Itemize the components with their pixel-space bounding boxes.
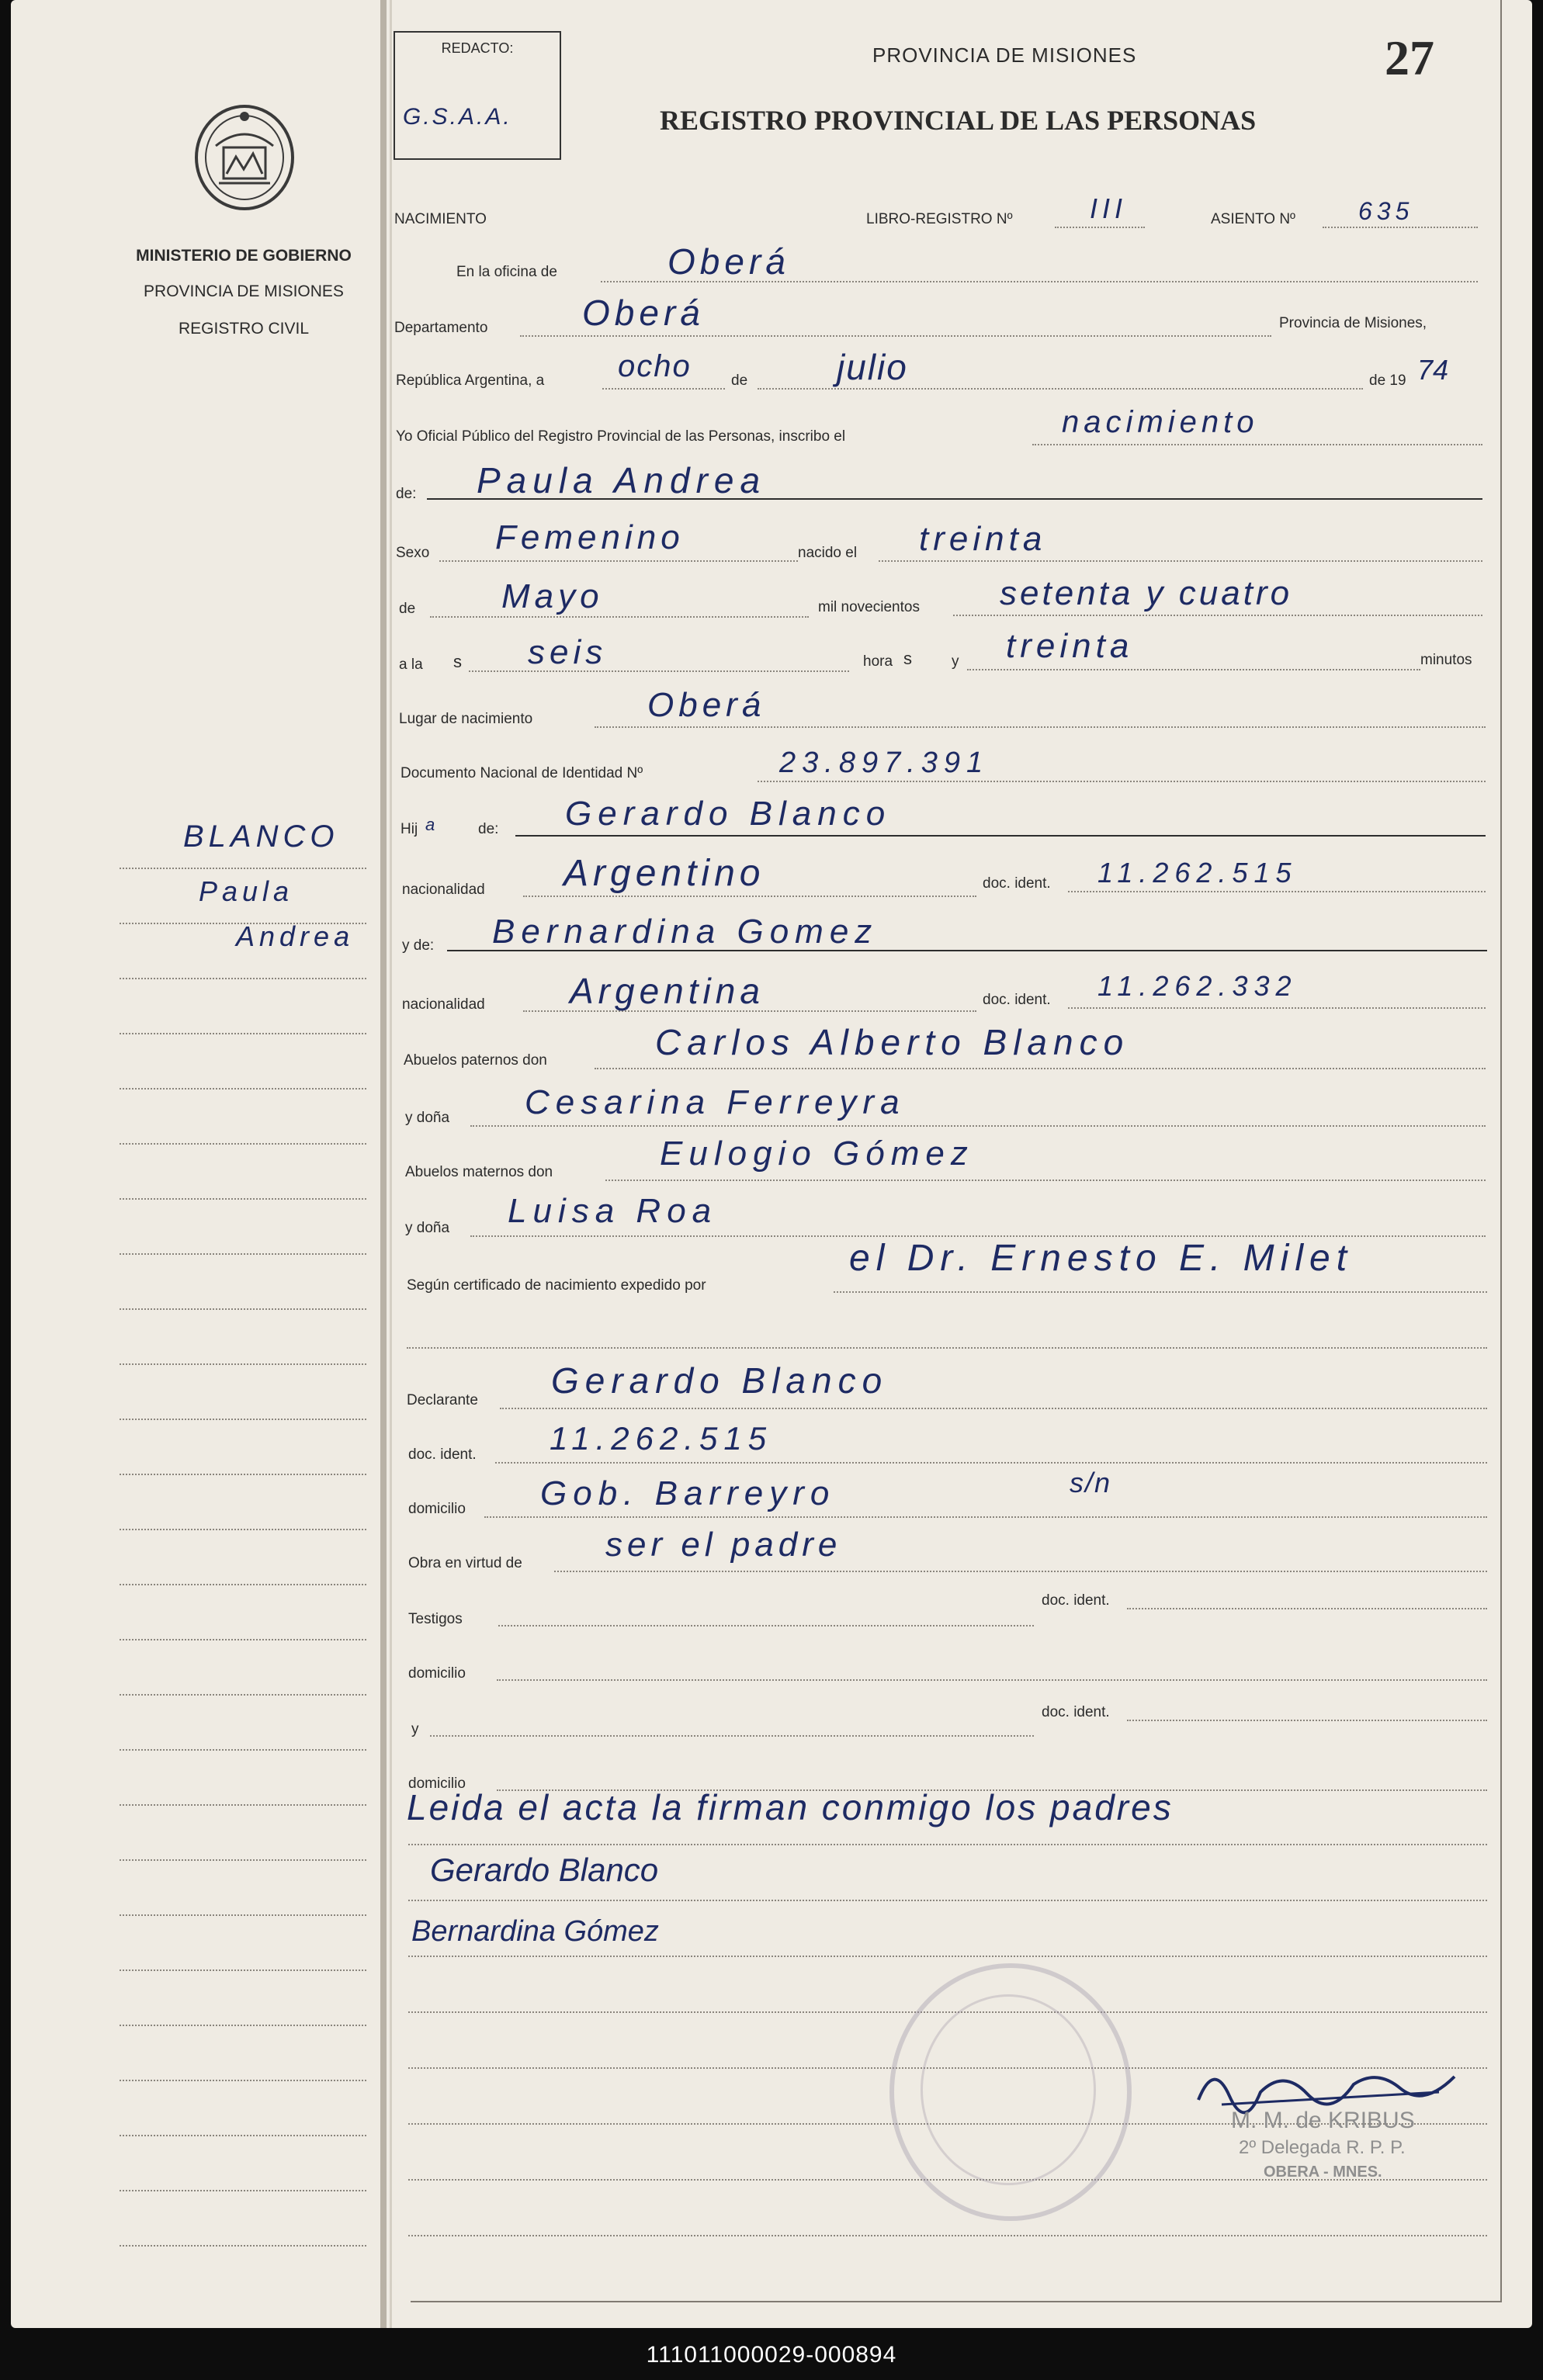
mes-value: julio <box>837 347 908 387</box>
padre-value: Gerardo Blanco <box>565 795 892 833</box>
segun-value: el Dr. Ernesto E. Milet <box>849 1238 1354 1279</box>
testigos-domicilio-label: domicilio <box>408 1665 466 1682</box>
decl-doc-value: 11.262.515 <box>550 1420 773 1457</box>
mes-nac-value: Mayo <box>501 577 604 615</box>
margin-line <box>120 1253 366 1255</box>
margin-line <box>120 1749 366 1751</box>
mil-label: mil novecientos <box>818 599 920 615</box>
nacimiento-label: NACIMIENTO <box>394 211 487 227</box>
nacido-label: nacido el <box>798 545 858 561</box>
segun-label: Según certificado de nacimiento expedido por <box>407 1277 706 1294</box>
left-column <box>11 0 374 2328</box>
form-line <box>408 1900 1487 1901</box>
margin-line <box>120 923 366 924</box>
page-number: 27 <box>1385 30 1434 85</box>
anio-nac-value: setenta y cuatro <box>1000 574 1293 612</box>
domicilio-label: domicilio <box>408 1501 466 1517</box>
stamp-place: OBERA - MNES. <box>1264 2163 1382 2181</box>
header-province: PROVINCIA DE MISIONES <box>872 43 1137 67</box>
margin-line <box>120 1639 366 1640</box>
margin-line <box>120 1584 366 1585</box>
margin-line <box>120 2190 366 2191</box>
margin-line <box>120 1419 366 1420</box>
abuela-pat-value: Cesarina Ferreyra <box>525 1083 906 1121</box>
margin-line <box>120 1033 366 1034</box>
dni-value: 23.897.391 <box>779 747 990 779</box>
decl-doc-label: doc. ident. <box>408 1446 477 1463</box>
madre-doc-value: 11.262.332 <box>1097 970 1298 1002</box>
abuela-mat-label: y doña <box>405 1220 450 1236</box>
civil-registry-label: REGISTRO CIVIL <box>178 320 310 338</box>
departamento-value: Oberá <box>582 293 705 333</box>
declarante-value: Gerardo Blanco <box>551 1360 889 1401</box>
nacido-value: treinta <box>919 520 1047 558</box>
hora-s: s <box>903 649 912 668</box>
margin-line <box>120 1529 366 1530</box>
coat-of-arms-icon <box>188 99 301 216</box>
column-divider-inner <box>390 0 392 2328</box>
provincia-label: Provincia de Misiones, <box>1279 315 1427 331</box>
margin-line <box>120 1914 366 1916</box>
padre-nac-value: Argentino <box>563 853 765 894</box>
father-signature: Gerardo Blanco <box>430 1852 659 1888</box>
official-signature-icon <box>1191 2053 1470 2115</box>
libro-value: III <box>1090 192 1128 224</box>
asiento-label: ASIENTO Nº <box>1211 211 1295 227</box>
y-label: y <box>952 653 959 670</box>
document-sheet <box>11 0 1532 2328</box>
margin-line <box>120 2080 366 2081</box>
margin-line <box>120 2025 366 2026</box>
stamp-name: M. M. de KRIBUS <box>1231 2108 1415 2133</box>
testigo2-doc-label: doc. ident. <box>1042 1704 1110 1720</box>
abuela-pat-label: y doña <box>405 1110 450 1126</box>
testigo2-domicilio-label: domicilio <box>408 1775 466 1792</box>
margin-line <box>120 1804 366 1806</box>
abuelos-mat-label: Abuelos maternos don <box>405 1164 553 1180</box>
republica-label: República Argentina, a <box>396 372 545 389</box>
margin-line <box>120 1363 366 1365</box>
domicilio-value: Gob. Barreyro <box>540 1474 836 1512</box>
margin-note-name2: Andrea <box>236 920 355 952</box>
inscribo-label: Yo Oficial Público del Registro Provincial de las Personas, inscribo el <box>396 428 846 445</box>
lugar-value: Oberá <box>647 686 766 724</box>
libro-label: LIBRO-REGISTRO Nº <box>866 211 1013 227</box>
ala-label: a la <box>399 656 423 673</box>
margin-line <box>120 1969 366 1971</box>
province-label: PROVINCIA DE MISIONES <box>144 282 344 300</box>
abuelo-pat-value: Carlos Alberto Blanco <box>655 1022 1130 1062</box>
madre-doc-label: doc. ident. <box>983 992 1051 1008</box>
obra-value: ser el padre <box>605 1526 842 1564</box>
anio-value: 74 <box>1417 354 1449 386</box>
form-line <box>408 2235 1487 2236</box>
margin-line <box>120 2135 366 2136</box>
testigos-doc-label: doc. ident. <box>1042 1592 1110 1609</box>
testigos-label: Testigos <box>408 1611 463 1627</box>
nombre-label: de: <box>396 486 417 502</box>
de-label: de <box>731 372 748 389</box>
form-line <box>408 1956 1487 1957</box>
nombre-value: Paula Andrea <box>477 460 767 501</box>
hora-label: hora <box>863 653 893 670</box>
hora-value: seis <box>528 633 608 671</box>
closing-statement: Leida el acta la firman conmigo los padres <box>407 1787 1174 1827</box>
ministry-label: MINISTERIO DE GOBIERNO <box>136 247 352 265</box>
declarante-label: Declarante <box>407 1392 478 1408</box>
hijo-label: Hij <box>400 821 418 837</box>
domicilio-sn: s/n <box>1070 1467 1112 1498</box>
de19-label: de 19 <box>1369 372 1406 389</box>
obra-label: Obra en virtud de <box>408 1555 522 1571</box>
hijo-suffix: a <box>425 815 435 834</box>
stamp-role: 2º Delegada R. P. P. <box>1239 2137 1406 2158</box>
margin-line <box>120 1474 366 1475</box>
official-seal <box>889 1963 1132 2221</box>
madre-value: Bernardina Gomez <box>492 913 879 951</box>
asiento-value: 635 <box>1358 197 1414 225</box>
document-id: 111011000029-000894 <box>646 2342 897 2368</box>
redacto-label: REDACTO: <box>441 40 514 56</box>
lugar-label: Lugar de nacimiento <box>399 711 533 727</box>
form-line <box>408 1844 1487 1845</box>
oficina-label: En la oficina de <box>456 264 557 280</box>
margin-line <box>120 978 366 979</box>
madre-nac-label: nacionalidad <box>402 996 485 1013</box>
sexo-value: Femenino <box>495 518 685 556</box>
margin-line <box>120 868 366 869</box>
margin-line <box>120 1859 366 1861</box>
de-mes-label: de <box>399 601 416 617</box>
redacto-box <box>394 31 561 160</box>
margin-line <box>120 2245 366 2247</box>
abuela-mat-value: Luisa Roa <box>508 1192 718 1230</box>
margin-line <box>120 1694 366 1696</box>
sexo-label: Sexo <box>396 545 430 561</box>
hijo-de-label: de: <box>478 821 499 837</box>
abuelos-pat-label: Abuelos paternos don <box>404 1052 547 1069</box>
departamento-label: Departamento <box>394 320 488 336</box>
inscribo-value: nacimiento <box>1062 405 1259 439</box>
registry-title: REGISTRO PROVINCIAL DE LAS PERSONAS <box>660 105 1257 136</box>
minutos-label: minutos <box>1420 652 1472 668</box>
column-divider <box>380 0 387 2328</box>
dia-value: ocho <box>618 349 692 383</box>
dni-label: Documento Nacional de Identidad Nº <box>400 765 643 781</box>
redacto-value: G.S.A.A. <box>403 104 512 130</box>
margin-line <box>120 1143 366 1145</box>
oficina-value: Oberá <box>667 241 790 282</box>
madre-label: y de: <box>402 937 435 954</box>
madre-nac-value: Argentina <box>570 971 765 1011</box>
margin-line <box>120 1198 366 1200</box>
margin-line <box>120 1088 366 1090</box>
margin-note-name1: Paula <box>199 875 294 907</box>
padre-nac-label: nacionalidad <box>402 882 485 898</box>
minutos-value: treinta <box>1006 627 1134 665</box>
ala-s: s <box>453 652 462 671</box>
margin-note-surname: BLANCO <box>183 819 339 854</box>
margin-line <box>120 1308 366 1310</box>
mother-signature: Bernardina Gómez <box>411 1915 659 1948</box>
padre-doc-value: 11.262.515 <box>1097 857 1298 889</box>
padre-doc-label: doc. ident. <box>983 875 1051 892</box>
testigo2-label: y <box>411 1721 419 1737</box>
abuelo-mat-value: Eulogio Gómez <box>660 1135 974 1173</box>
